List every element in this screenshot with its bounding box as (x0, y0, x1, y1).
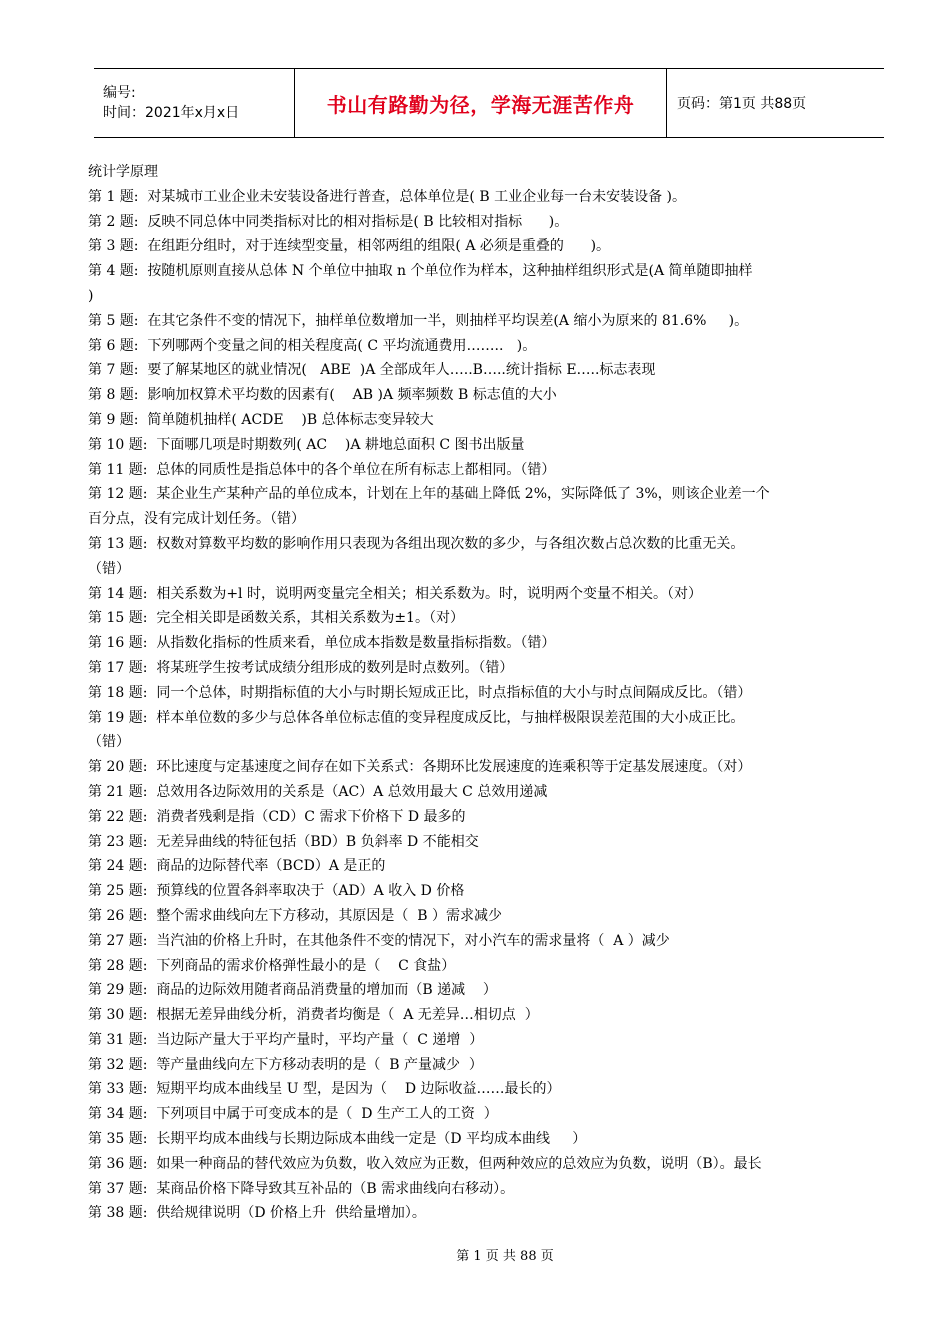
question-line: 第 2 题: 反映不同总体中同类指标对比的相对指标是( B 比较相对指标 )。 (88, 213, 569, 230)
question-line: 第 22 题: 消费者残剩是指（CD）C 需求下价格下 D 最多的 (88, 808, 466, 825)
question-line: ) (88, 287, 94, 304)
number-label: 编号: (103, 85, 136, 101)
header-meta (94, 69, 295, 137)
question-line: 第 28 题: 下列商品的需求价格弹性最小的是（ C 食盐） (88, 957, 456, 974)
question-line: （错） (88, 734, 130, 751)
question-line: 第 10 题: 下面哪几项是时期数列( AC )A 耕地总面积 C 图书出版量 (88, 436, 525, 453)
question-line: （错） (88, 560, 130, 577)
question-line: 第 17 题: 将某班学生按考试成绩分组形成的数列是时点数列。（错） (88, 659, 514, 676)
question-line: 第 36 题: 如果一种商品的替代效应为负数，收入效应为正数，但两种效应的总效应为负数，说明（B）。最长 (88, 1155, 762, 1172)
header-motto: 书山有路勤为径，学海无涯苦作舟 (295, 69, 667, 137)
time-label: 时间：2021年x月x日 (103, 105, 240, 121)
question-line: 第 26 题: 整个需求曲线向左下方移动，其原因是（ B ）需求减少 (88, 907, 502, 924)
question-line: 第 19 题: 样本单位数的多少与总体各单位标志值的变异程度成反比，与抽样极限误差范围的大小成正比。 (88, 709, 745, 726)
document-body (88, 160, 896, 1226)
question-line: 第 24 题: 商品的边际替代率（BCD）A 是正的 (88, 858, 386, 875)
question-line: 第 8 题: 影响加权算术平均数的因素有( AB )A 频率频数 B 标志值的大小 (88, 387, 557, 404)
question-line: 第 25 题: 预算线的位置各斜率取决于（AD）A 收入 D 价格 (88, 883, 465, 900)
question-line: 第 21 题: 总效用各边际效用的关系是（AC）A 总效用最大 C 总效用递减 (88, 783, 548, 800)
question-list (88, 185, 896, 1226)
question-line: 第 5 题: 在其它条件不变的情况下，抽样单位数增加一半，则抽样平均误差(A 缩小为原来的 81.6% )。 (88, 312, 749, 329)
question-line: 第 35 题: 长期平均成本曲线与长期边际成本曲线一定是（D 平均成本曲线 ） (88, 1131, 587, 1148)
question-line: 第 13 题: 权数对算数平均数的影响作用只表现为各组出现次数的多少，与各组次数占总次数的比重无关。 (88, 535, 745, 552)
question-line: 第 38 题: 供给规律说明（D 价格上升 供给量增加）。 (88, 1205, 426, 1222)
header-page-info: 页码：第1页 共88页 (677, 96, 807, 112)
question-line: 第 18 题: 同一个总体，时期指标值的大小与时期长短成正比，时点指标值的大小与时点间隔成反比。（错） (88, 684, 752, 701)
question-line: 第 27 题: 当汽油的价格上升时，在其他条件不变的情况下，对小汽车的需求量将（ A ）减少 (88, 932, 670, 949)
question-line: 第 34 题: 下列项目中属于可变成本的是（ D 生产工人的工资 ） (88, 1106, 498, 1123)
question-line: 百分点，没有完成计划任务。（错） (88, 511, 305, 528)
question-line: 第 9 题: 简单随机抽样( ACDE )B 总体标志变异较大 (88, 411, 434, 428)
question-line: 第 15 题: 完全相关即是函数关系，其相关系数为±1。（对） (88, 610, 464, 627)
question-line: 第 37 题: 某商品价格下降导致其互补品的（B 需求曲线向右移动）。 (88, 1180, 515, 1197)
question-line: 第 12 题: 某企业生产某种产品的单位成本，计划在上年的基础上降低 2%，实际降低了 3%，则该企业差一个 (88, 486, 770, 503)
question-line: 第 31 题: 当边际产量大于平均产量时，平均产量（ C 递增 ） (88, 1031, 484, 1048)
question-line: 第 1 题: 对某城市工业企业未安装设备进行普查，总体单位是( B 工业企业每一台未安装设备 )。 (88, 188, 686, 205)
question-line: 第 6 题: 下列哪两个变量之间的相关程度高( C 平均流通费用…….. )。 (88, 337, 537, 354)
question-line: 第 20 题: 环比速度与定基速度之间存在如下关系式：各期环比发展速度的连乘积等于定基发展速度。（对） (88, 759, 752, 776)
question-line: 第 32 题: 等产量曲线向左下方移动表明的是（ B 产量减少 ） (88, 1056, 483, 1073)
question-line: 第 3 题: 在组距分组时，对于连续型变量，相邻两组的组限( A 必须是重叠的 )。 (88, 238, 611, 255)
document-title: 统计学原理 (88, 164, 158, 180)
question-line: 第 30 题: 根据无差异曲线分析，消费者均衡是（ A 无差异…相切点 ） (88, 1007, 539, 1024)
question-line: 第 33 题: 短期平均成本曲线呈 U 型，是因为（ D 边际收益……最长的） (88, 1081, 561, 1098)
question-line: 第 14 题: 相关系数为+l 时，说明两变量完全相关；相关系数为。时，说明两个变量不相关。（对） (88, 585, 702, 602)
question-line: 第 29 题: 商品的边际效用随者商品消费量的增加而（B 递减 ） (88, 982, 497, 999)
question-line: 第 7 题: 要了解某地区的就业情况( ABE )A 全部成年人…..B…..统计指标 E…..标志表现 (88, 362, 656, 379)
page-footer: 第 1 页 共 88 页 (456, 1249, 554, 1264)
question-line: 第 4 题: 按随机原则直接从总体 N 个单位中抽取 n 个单位作为样本，这种抽样组织形式是(A 简单随即抽样 (88, 263, 753, 280)
question-line: 第 11 题: 总体的同质性是指总体中的各个单位在所有标志上都相同。（错） (88, 461, 556, 478)
document-header (94, 68, 884, 138)
question-line: 第 23 题: 无差异曲线的特征包括（BD）B 负斜率 D 不能相交 (88, 833, 479, 850)
question-line: 第 16 题: 从指数化指标的性质来看，单位成本指数是数量指标指数。（错） (88, 635, 556, 652)
